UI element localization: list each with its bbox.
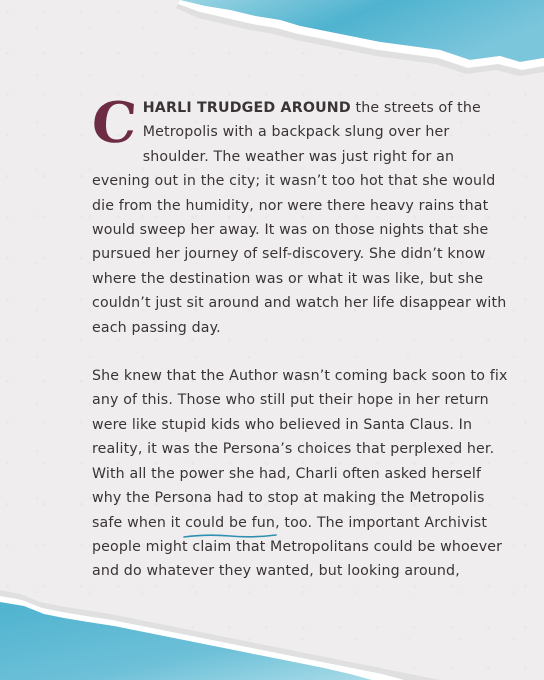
paragraph-2 <box>92 364 512 584</box>
drop-cap: C <box>89 90 140 156</box>
torn-paper-top <box>0 0 544 90</box>
torn-paper-bottom <box>0 580 544 680</box>
lead-in: HARLI TRUDGED AROUND <box>142 100 351 116</box>
hand-drawn-underline <box>183 532 277 540</box>
underlined-text: could be fun <box>185 514 276 531</box>
paragraph-1-body: the streets of the Metropolis with a backpack slung over her shoulder. The weather was just right for an evening out in the city; it wasn’t too hot that she would die from the humidity, nor were there heavy rains that would sweep her away. It was on those nights that she pursued her journey of self-discovery. She didn’t know where the destination was or what it was like, but she couldn’t just sit around and watch her life disappear with each passing day. <box>92 100 507 336</box>
paragraph-1 <box>89 90 512 340</box>
paragraph-2-before: She knew that the Author wasn’t coming back soon to fix any of this. Those who still put their hope in her return were like stupid kids who believed in Santa Claus. In reality, it was the Persona’s choices that perplexed her. With all the power she had, Charli often asked herself why the Persona had to stop at making the Metropolis safe when it <box>92 368 508 531</box>
underlined-phrase <box>185 511 275 535</box>
paragraph-2-after: , too. The important Archivist people might claim that Metropolitans could be whoever and do whatever they wanted, but looking around, <box>92 514 503 580</box>
story-text <box>89 90 512 584</box>
